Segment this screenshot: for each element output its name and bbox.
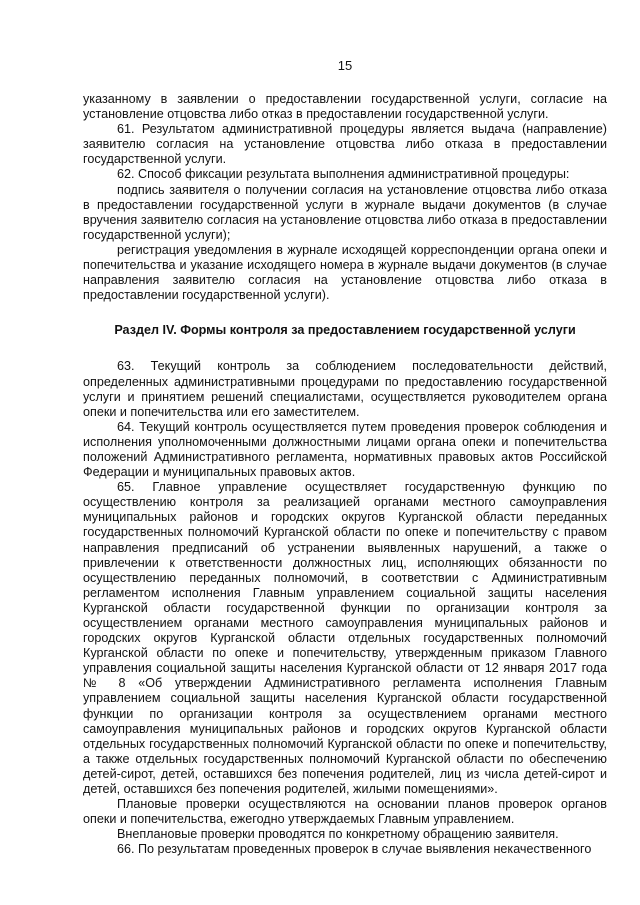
paragraph: указанному в заявлении о предоставлении государственной услуги, согласие на установление отцовства либо отказ в предоставлении государственной услуги. xyxy=(83,92,607,122)
paragraph-63: 63. Текущий контроль за соблюдением последовательности действий, определенных административными процедурами по предоставлению государственной услуги и принятием решений специалистами, осуществляется руководителем органа опеки и попечительства или его заместителем. xyxy=(83,359,607,419)
paragraph-64: 64. Текущий контроль осуществляется путем проведения проверок соблюдения и исполнения уполномоченными должностными лицами органа опеки и попечительства положений Административного регламента, нормативных правовых актов Российской Федерации и муниципальных правовых актов. xyxy=(83,419,607,480)
page-number: 15 xyxy=(337,58,353,73)
paragraph-65: 65. Главное управление осуществляет государственную функцию по осуществлению контроля за реализацией органами местного самоуправления муниципальных районов и городских округов Курганской области переданных государственных полномочий Курганской области по опеке и попечительству с правом направления предписаний об устранении выявленных нарушений, а также о привлечении к ответственности должностных лиц, исполняющих обязанности по осуществлению переданных полномочий, в соответствии с Административным регламентом исполнения Главным управлением социальной защиты населения Курганской области государственной функции по организации контроля за осуществлением органами местного самоуправления муниципальных районов и городских округов Курганской области отдельных государственных полномочий Курганской области по опеке и попечительству, утвержденным приказом Главного управления социальной защиты населения Курганской области от 12 января 2017 года № 8 «Об утверждении Административного регламента исполнения Главным управлением социальной защиты населения Курганской области государственной функции по организации контроля за осуществлением органами местного самоуправления муниципальных районов и городских округов Курганской области отдельных государственных полномочий Курганской области по опеке и попечительству, а также отдельных государственных полномочий Курганской области по обеспечению детей-сирот, детей, оставшихся без попечения родителей, лиц из числа детей-сирот и детей, оставшихся без попечения родителей, жилыми помещениями». xyxy=(83,480,607,797)
paragraph-62-item-signature: подпись заявителя о получении согласия на установление отцовства либо отказа в предоставлении государственной услуги в журнале выдачи документов (в случае вручения заявителю согласия на установление отцовства либо отказа в предоставлении государственной услуги); xyxy=(83,182,607,242)
paragraph-planned-inspections: Плановые проверки осуществляются на основании планов проверок органов опеки и попечительства, ежегодно утверждаемых Главным управлением. xyxy=(83,797,607,827)
section-heading: Раздел IV. Формы контроля за предоставлением государственной услуги xyxy=(114,323,576,338)
paragraph-66: 66. По результатам проведенных проверок в случае выявления некачественного xyxy=(117,842,592,857)
paragraph-unscheduled-inspections: Внеплановые проверки проводятся по конкретному обращению заявителя. xyxy=(117,827,559,842)
paragraph-62: 62. Способ фиксации результата выполнения административной процедуры: xyxy=(117,167,570,182)
document-body xyxy=(83,92,607,858)
paragraph-61: 61. Результатом административной процедуры является выдача (направление) заявителю согласия на установление отцовства либо отказа в предоставлении государственной услуги. xyxy=(83,122,607,167)
paragraph-62-item-registration: регистрация уведомления в журнале исходящей корреспонденции органа опеки и попечительства и указание исходящего номера в журнале выдачи документов (в случае направления заявителю согласия на установление отцовства либо отказа в предоставлении государственной услуги). xyxy=(83,242,607,303)
